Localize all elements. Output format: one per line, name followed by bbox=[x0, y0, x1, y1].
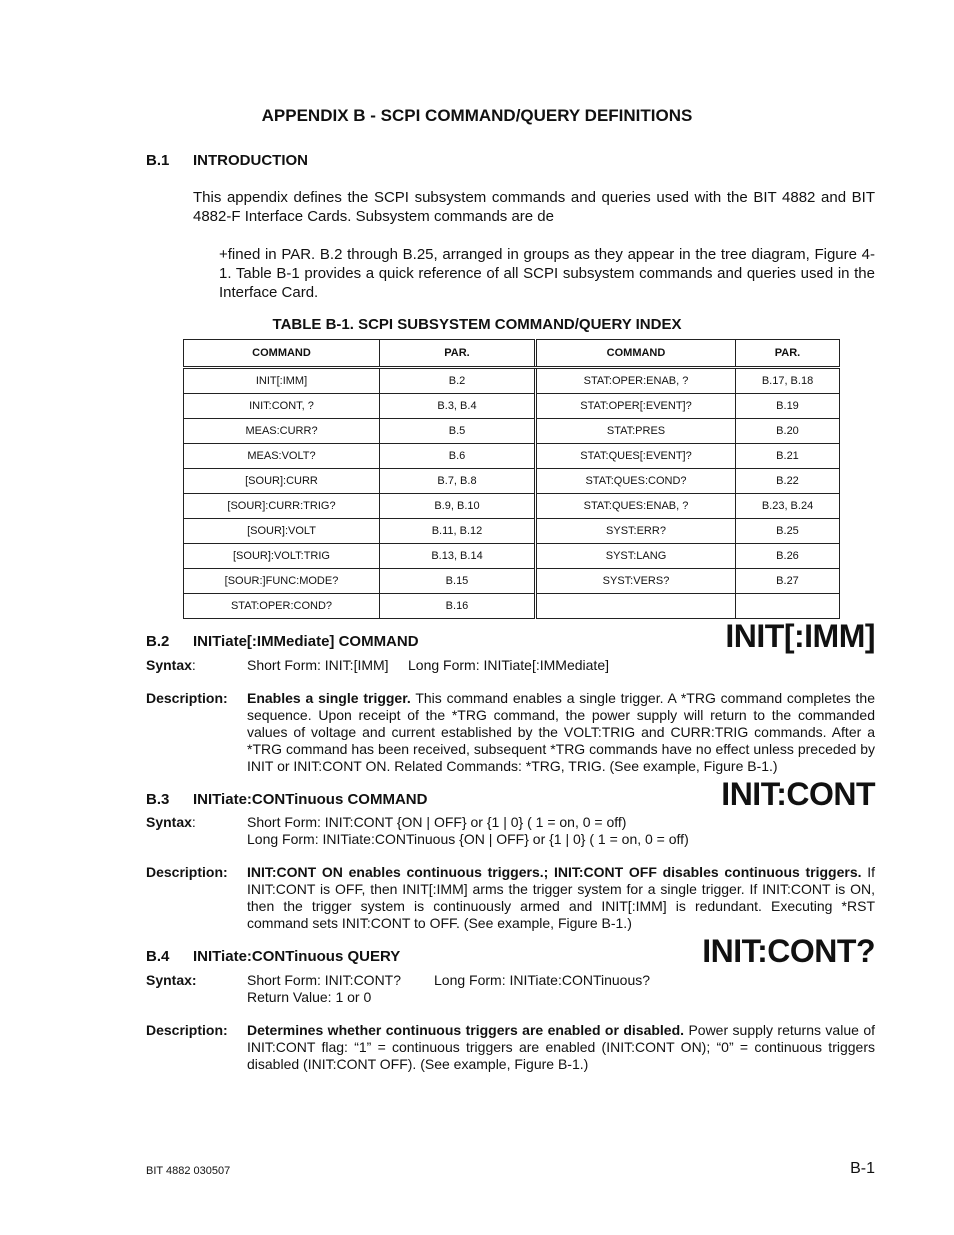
table-cell: SYST:VERS? bbox=[536, 569, 736, 594]
section-number: B.2 bbox=[146, 633, 170, 650]
table-cell: B.23, B.24 bbox=[736, 494, 840, 519]
table-cell: B.15 bbox=[380, 569, 536, 594]
description-text: INIT:CONT ON enables continuous triggers.; INIT:CONT OFF disables continuous triggers. If INIT:CONT is OFF, then INIT[:IMM] arms the trigger system for a single trigger. If INIT:CONT is ON, then the trigger system is continuously armed and INIT[:IMM] is redundant. Executing *RST command sets INIT:CONT to OFF. (See example, Figure B-1.) bbox=[247, 864, 876, 931]
table-cell: SYST:LANG bbox=[536, 544, 736, 569]
table-row bbox=[184, 544, 840, 569]
table-cell: B.7, B.8 bbox=[380, 469, 536, 494]
table-title: TABLE B-1. SCPI SUBSYSTEM COMMAND/QUERY INDEX bbox=[272, 316, 682, 333]
table-row bbox=[184, 569, 840, 594]
table-cell: B.22 bbox=[736, 469, 840, 494]
table-cell: MEAS:VOLT? bbox=[184, 444, 380, 469]
syntax-label: Syntax: bbox=[146, 972, 197, 988]
table-cell: B.2 bbox=[380, 368, 536, 394]
section-number: B.4 bbox=[146, 948, 170, 965]
command-index-table bbox=[183, 339, 840, 619]
section-number: B.3 bbox=[146, 791, 170, 808]
description-label: Description: bbox=[146, 690, 228, 706]
syntax-short-form: Short Form: INIT:CONT? bbox=[247, 972, 402, 988]
table-row bbox=[184, 469, 840, 494]
syntax-short-form: Short Form: INIT:CONT {ON | OFF} or {1 | 0} ( 1 = on, 0 = off) bbox=[247, 814, 627, 830]
footer-document-id: BIT 4882 030507 bbox=[146, 1165, 231, 1177]
table-cell: [SOUR]:CURR bbox=[184, 469, 380, 494]
table-cell bbox=[736, 594, 840, 619]
section-b1-heading bbox=[146, 152, 308, 169]
appendix-title: APPENDIX B - SCPI COMMAND/QUERY DEFINITIONS bbox=[261, 106, 693, 125]
section-b4-heading bbox=[146, 948, 400, 965]
table-cell: B.26 bbox=[736, 544, 840, 569]
table-cell: MEAS:CURR? bbox=[184, 419, 380, 444]
table-cell: B.17, B.18 bbox=[736, 368, 840, 394]
table-cell: B.27 bbox=[736, 569, 840, 594]
table-cell: STAT:OPER:COND? bbox=[184, 594, 380, 619]
table-cell: STAT:PRES bbox=[536, 419, 736, 444]
table-cell: B.6 bbox=[380, 444, 536, 469]
description-text: Enables a single trigger. This command enables a single trigger. A *TRG command completes the sequence. Upon receipt of the *TRG command, the power supply will return to the commanded values of voltage and current established by the VOLT:TRIG and CURR:TRIG commands. After a *TRG command has been received, subsequent *TRG commands have no effect unless preceded by INIT or INIT:CONT ON. Related Commands: *TRG, TRIG. (See example, Figure B-1.) bbox=[247, 690, 876, 774]
syntax-long-form: Long Form: INITiate:CONTinuous? bbox=[434, 972, 651, 988]
description-label: Description: bbox=[146, 1022, 228, 1038]
table-cell: INIT:CONT, ? bbox=[184, 394, 380, 419]
section-b3-heading bbox=[146, 791, 427, 808]
intro-paragraph-2: +fined in PAR. B.2 through B.25, arranged in groups as they appear in the tree diagram, Figure 4-1. Table B-1 provides a quick reference of all SCPI subsystem commands and queries used in the Interface Card. bbox=[219, 246, 875, 301]
table-cell: B.21 bbox=[736, 444, 840, 469]
table-cell: STAT:OPER:ENAB, ? bbox=[536, 368, 736, 394]
table-row bbox=[184, 494, 840, 519]
table-cell: STAT:OPER[:EVENT]? bbox=[536, 394, 736, 419]
command-banner: INIT:CONT? bbox=[702, 933, 875, 969]
syntax-long-form: Long Form: INITiate[:IMMediate] bbox=[408, 657, 609, 673]
section-b2-heading bbox=[146, 633, 419, 650]
table-row bbox=[184, 394, 840, 419]
syntax-long-form: Long Form: INITiate:CONTinuous {ON | OFF} or {1 | 0} ( 1 = on, 0 = off) bbox=[247, 831, 689, 847]
table-cell: INIT[:IMM] bbox=[184, 368, 380, 394]
description-label: Description: bbox=[146, 864, 228, 880]
section-title: INITiate:CONTinuous QUERY bbox=[193, 948, 401, 965]
return-value: Return Value: 1 or 0 bbox=[247, 989, 372, 1005]
table-cell: B.5 bbox=[380, 419, 536, 444]
footer-page-number: B-1 bbox=[850, 1160, 875, 1177]
section-title: INITiate:CONTinuous COMMAND bbox=[193, 791, 428, 808]
table-header-cell: PAR. bbox=[736, 340, 840, 368]
table-row bbox=[184, 519, 840, 544]
table-header-cell: COMMAND bbox=[184, 340, 380, 368]
table-cell: B.20 bbox=[736, 419, 840, 444]
table-row bbox=[184, 368, 840, 394]
command-banner: INIT[:IMM] bbox=[725, 618, 875, 654]
syntax-label: Syntax: bbox=[146, 814, 196, 830]
section-title: INITiate[:IMMediate] COMMAND bbox=[193, 633, 419, 650]
table-header-row bbox=[184, 340, 840, 368]
table-cell: SYST:ERR? bbox=[536, 519, 736, 544]
intro-paragraph-1: This appendix defines the SCPI subsystem commands and queries used with the BIT 4882 and BIT 4882-F Interface Cards. Subsystem commands are de bbox=[193, 189, 875, 225]
table-cell: B.25 bbox=[736, 519, 840, 544]
table-header-cell: PAR. bbox=[380, 340, 536, 368]
table-cell: B.16 bbox=[380, 594, 536, 619]
description-text: Determines whether continuous triggers are enabled or disabled. Power supply returns value of INIT:CONT flag: “1” = continuous triggers are enabled (INIT:CONT ON); “0” = continuous triggers disabled (INIT:CONT OFF). (See example, Figure B-1.) bbox=[247, 1022, 875, 1072]
table-cell: [SOUR]:VOLT bbox=[184, 519, 380, 544]
table-cell: STAT:QUES:ENAB, ? bbox=[536, 494, 736, 519]
table-cell: [SOUR]:CURR:TRIG? bbox=[184, 494, 380, 519]
table-row bbox=[184, 594, 840, 619]
table-cell: B.19 bbox=[736, 394, 840, 419]
syntax-short-form: Short Form: INIT:[IMM] bbox=[247, 657, 389, 673]
table-row bbox=[184, 444, 840, 469]
table-row bbox=[184, 419, 840, 444]
section-number: B.1 bbox=[146, 152, 170, 169]
table-header-cell: COMMAND bbox=[536, 340, 736, 368]
table-cell: STAT:QUES:COND? bbox=[536, 469, 736, 494]
table-cell bbox=[536, 594, 736, 619]
syntax-label: Syntax: bbox=[146, 657, 196, 673]
table-cell: [SOUR:]FUNC:MODE? bbox=[184, 569, 380, 594]
table-cell: STAT:QUES[:EVENT]? bbox=[536, 444, 736, 469]
table-cell: B.9, B.10 bbox=[380, 494, 536, 519]
table-cell: B.11, B.12 bbox=[380, 519, 536, 544]
section-title: INTRODUCTION bbox=[193, 152, 308, 169]
command-banner: INIT:CONT bbox=[721, 776, 875, 812]
table-cell: [SOUR]:VOLT:TRIG bbox=[184, 544, 380, 569]
table-cell: B.3, B.4 bbox=[380, 394, 536, 419]
table-cell: B.13, B.14 bbox=[380, 544, 536, 569]
